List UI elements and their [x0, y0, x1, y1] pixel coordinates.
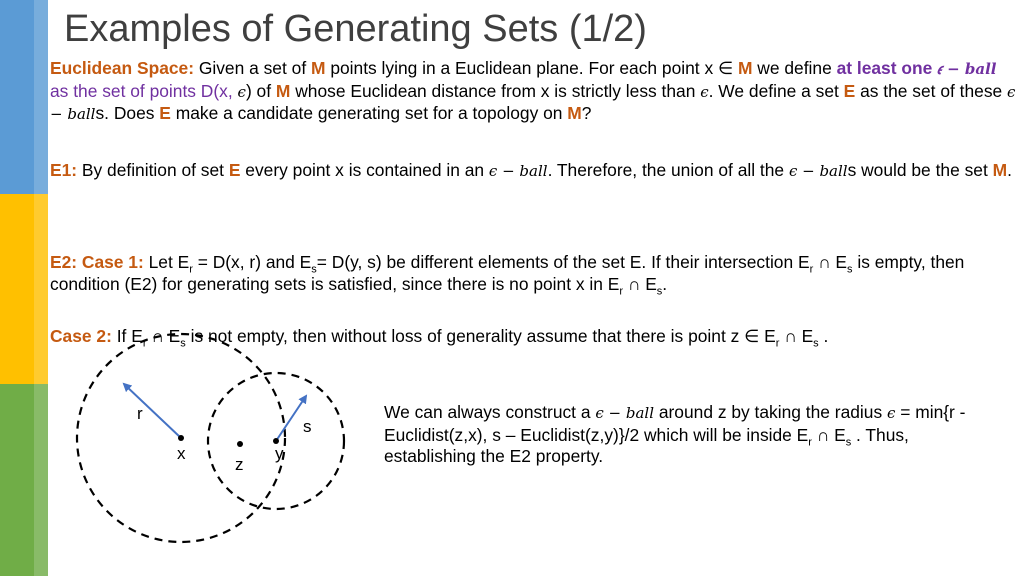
radius-r-arrow [124, 384, 181, 438]
label-e1: E1: [50, 160, 78, 180]
paragraph-e1: E1: By definition of set E every point x is contained in an 𝜖 − 𝑏𝑎𝑙𝑙. Therefore, the union of all the 𝜖 − 𝑏𝑎𝑙𝑙s would be the set M. [50, 160, 1012, 180]
label-z: z [235, 455, 244, 474]
point-x-dot [178, 435, 184, 441]
label-s: s [303, 417, 312, 436]
label-e2-case1: E2: Case 1: [50, 252, 144, 272]
label-y: y [275, 444, 284, 463]
label-x: x [177, 444, 186, 463]
radius-s-arrow [276, 396, 306, 441]
math-eps-ball-bold: 𝜖 − 𝒃𝒂𝒍𝒍 [937, 60, 997, 78]
paragraph-e2-case1: E2: Case 1: Let $E_r = D(x$, r) and $E_s= D(y$, s) be different elements of the set E. If their intersection $E_r$ ∩ $E_s$ is empty, then condition (E2) for generating sets is satisfied, since there is no point x in $E_r$ ∩ $E_s$. [50, 252, 965, 297]
paragraph-euclidean-space: Euclidean Space: Given a set of M points lying in a Euclidean plane. For each point x ∈ M we define at least one 𝜖 − 𝒃𝒂𝒍𝒍 as the set of points D(x, 𝜖) of M whose Euclidean distance from x is strictly less than 𝜖. We define a set E as the set of these 𝜖 − 𝑏𝑎𝑙𝑙s. Does E make a candidate generating set for a topology on M? [50, 58, 1016, 123]
point-z-dot [237, 441, 243, 447]
label-euclidean-space: Euclidean Space: [50, 58, 195, 78]
paragraph-case2: Case 2: If $E_r$ ∩ $E_s$ is not empty, then without loss of generality assume that there is point z ∈ $E_r$ ∩ $E_s$ . [50, 326, 829, 350]
label-r: r [137, 404, 143, 423]
highlight-at-least-one: at least one [836, 58, 933, 78]
label-case2: Case 2: [50, 326, 112, 346]
slide-title: Examples of Generating Sets (1/2) [64, 8, 647, 50]
paragraph-conclusion: We can always construct a 𝜖 − 𝑏𝑎𝑙𝑙 around z by taking the radius 𝜖 = min{r - Euclidist(z,x), s – Euclidist(z,y)}/2 which will be inside $E_r$ ∩ $E_s$ . Thus, establishing the E2 property. [384, 402, 966, 466]
